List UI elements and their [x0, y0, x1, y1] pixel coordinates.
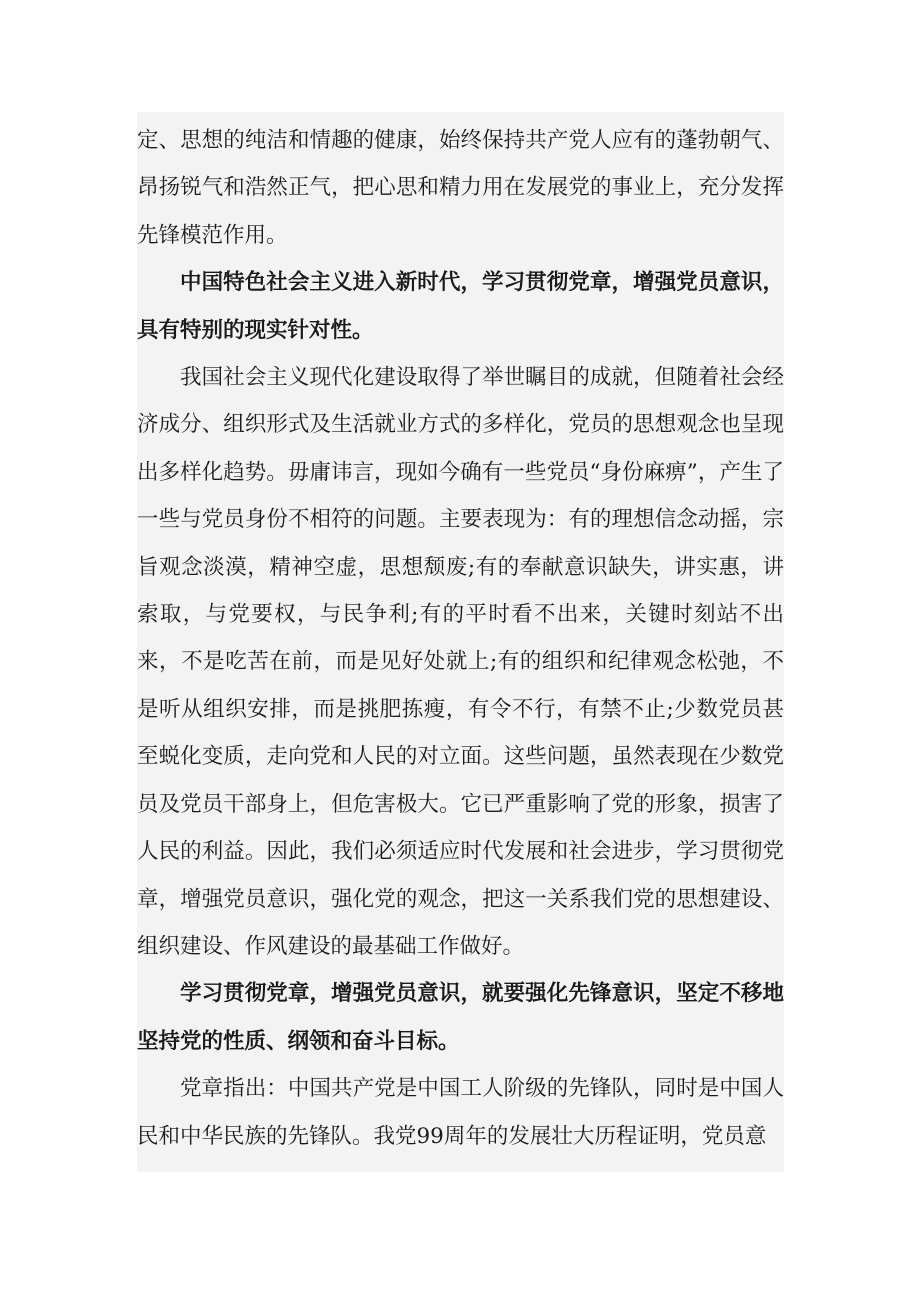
section-heading-new-era: 中国特色社会主义进入新时代，学习贯彻党章，增强党员意识，具有特别的现实针对性。: [137, 270, 784, 343]
text-block: [137, 112, 784, 1172]
paragraph-continuation: 定、思想的纯洁和情趣的健康，始终保持共产党人应有的蓬勃朝气、昂扬锐气和浩然正气，把心思和精力用在发展党的事业上，充分发挥先锋模范作用。: [137, 128, 784, 248]
paragraph-body-party-constitution: 党章指出：中国共产党是中国工人阶级的先锋队，同时是中国人民和中华民族的先锋队。我党99周年的发展壮大历程证明，党员意: [137, 1076, 784, 1149]
section-heading-vanguard: 学习贯彻党章，增强党员意识，就要强化先锋意识，坚定不移地坚持党的性质、纲领和奋斗目标。: [137, 981, 784, 1054]
paragraph-body-problems: 我国社会主义现代化建设取得了举世瞩目的成就，但随着社会经济成分、组织形式及生活就业方式的多样化，党员的思想观念也呈现出多样化趋势。毋庸讳言，现如今确有一些党员“身份麻痹”，产生了一些与党员身份不相符的问题。主要表现为：有的理想信念动摇，宗旨观念淡漠，精神空虚，思想颓废;有的奉献意识缺失，讲实惠，讲索取，与党要权，与民争利;有的平时看不出来，关键时刻站不出来，不是吃苦在前，而是见好处就上;有的组织和纪律观念松弛，不是听从组织安排，而是挑肥拣瘦，有令不行，有禁不止;少数党员甚至蜕化变质，走向党和人民的对立面。这些问题，虽然表现在少数党员及党员干部身上，但危害极大。它已严重影响了党的形象，损害了人民的利益。因此，我们必须适应时代发展和社会进步，学习贯彻党章，增强党员意识，强化党的观念，把这一关系我们党的思想建设、组织建设、作风建设的最基础工作做好。: [137, 365, 784, 959]
